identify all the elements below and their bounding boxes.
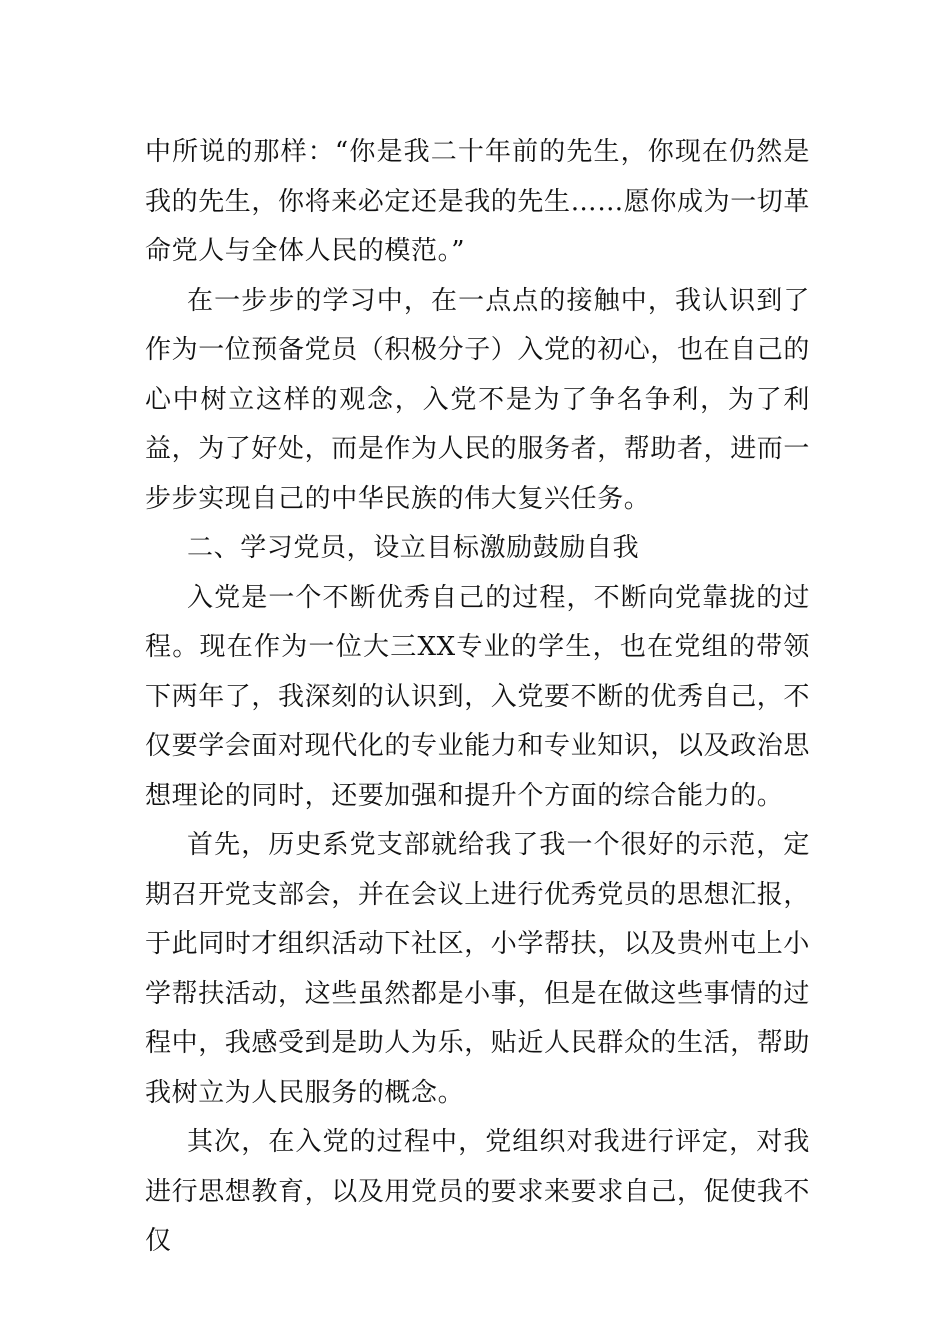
paragraph-evaluation: 其次，在入党的过程中，党组织对我进行评定，对我进行思想教育，以及用党员的要求来要求自己，促使我不仅 <box>145 1127 811 1256</box>
paragraph-self-improvement: 入党是一个不断优秀自己的过程，不断向党靠拢的过程。现在作为一位大三XX专业的学生，也在党组的带领下两年了，我深刻的认识到，入党要不断的优秀自己，不仅要学会面对现代化的专业能力和专业知识，以及政治思想理论的同时，还要加强和提升个方面的综合能力的。 <box>145 582 811 811</box>
section-heading-two: 二、学习党员，设立目标激励鼓励自我 <box>187 533 640 563</box>
paragraph-original-intention: 在一步步的学习中，在一点点的接触中，我认识到了作为一位预备党员（积极分子）入党的初心，也在自己的心中树立这样的观念，入党不是为了争名争利，为了利益，为了好处，而是作为人民的服务者，帮助者，进而一步步实现自己的中华民族的伟大复兴任务。 <box>145 285 811 514</box>
document-body <box>145 128 810 1267</box>
paragraph-quote-continuation: 中所说的那样：“你是我二十年前的先生，你现在仍然是我的先生，你将来必定还是我的先生……愿你成为一切革命党人与全体人民的模范。” <box>145 137 811 266</box>
paragraph-branch-example: 首先，历史系党支部就给我了我一个很好的示范，定期召开党支部会，并在会议上进行优秀党员的思想汇报，于此同时才组织活动下社区，小学帮扶，以及贵州屯上小学帮扶活动，这些虽然都是小事，但是在做这些事情的过程中，我感受到是助人为乐，贴近人民群众的生活，帮助我树立为人民服务的概念。 <box>145 830 811 1108</box>
